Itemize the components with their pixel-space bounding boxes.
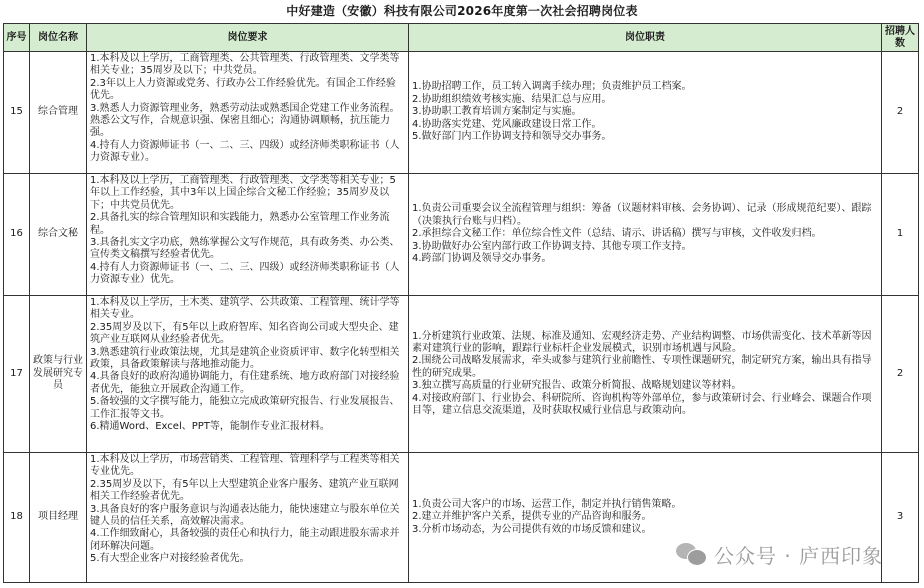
duty-item: 3.独立撰写高质量的行业研究报告、政策分析简报、战略规划建议等材料。 <box>412 380 742 392</box>
duty-item: 1.协助招聘工作，员工转入调离手续办理；负责维护员工档案。 <box>412 81 692 93</box>
row-requirements <box>87 453 409 583</box>
recruitment-table <box>3 23 919 583</box>
table-header-row <box>4 24 919 52</box>
requirement-item: 6.精通Word、Excel、PPT等，能制作专业汇报材料。 <box>90 421 330 433</box>
duty-item: 4.协助落实党建、党风廉政建设日常工作。 <box>412 118 602 130</box>
requirement-item: 2.35周岁及以下，有5年以上大型建筑企业客户服务、建筑产业互联网相关工作经验者优先。 <box>90 478 399 503</box>
requirement-item: 4.持有人力资源师证书（一、二、三、四级）或经济师类职称证书（人力资源专业）优先。 <box>90 261 400 286</box>
row-index: 18 <box>4 453 30 583</box>
document-title: 中好建造（安徽）科技有限公司2026年度第一次社会招聘岗位表 <box>286 4 638 18</box>
requirement-item: 4.具备良好的政府沟通协调能力，有住建系统、地方政府部门对接经验者优先，能独立开展政企沟通工作。 <box>90 371 400 395</box>
duty-item: 4.跨部门协调及领导交办事务。 <box>412 253 552 265</box>
row-requirements <box>87 296 409 453</box>
watermark <box>676 540 883 568</box>
header-index: 序号 <box>4 24 30 52</box>
row-duties <box>409 174 882 296</box>
duty-item: 2.建立并维护客户关系，提供专业的产品咨询和服务。 <box>412 511 652 523</box>
requirement-item: 3.具备扎实文字功底，熟练掌握公文写作规范，具有政务类、办公类、宣传类文稿撰写经验者优先。 <box>90 237 400 261</box>
requirement-item: 1.本科及以上学历，工商管理类、公共管理类、行政管理类、文学类等相关专业；35周岁及以下；中共党员。 <box>90 53 400 77</box>
requirement-item: 1.本科及以上学历，工商管理类、行政管理类、文学类等相关专业；5年以上工作经验，其中3年以上国企综合文秘工作经验；35周岁及以下；中共党员优先。 <box>90 175 396 211</box>
row-count: 2 <box>882 296 919 453</box>
row-requirements <box>87 174 409 296</box>
requirement-item: 5.有大型企业客户对接经验者优先。 <box>90 553 250 565</box>
requirement-item: 1.本科及以上学历，市场营销类、工程管理、管理科学与工程类等相关专业优先。 <box>90 454 400 478</box>
requirement-item: 1.本科及以上学历，土木类、建筑学、公共政策、工程管理、统计学等相关专业。 <box>90 297 400 321</box>
row-position: 项目经理 <box>30 453 87 583</box>
row-index: 16 <box>4 174 30 296</box>
duty-item: 2.承担综合文秘工作：单位综合性文件（总结、请示、讲话稿）撰写与审核，文件收发归档。 <box>412 228 822 240</box>
duty-item: 3.协助做好办公室内部行政工作协调支持、其他专项工作支持。 <box>412 240 692 252</box>
requirement-item: 2.35周岁及以下，有5年以上政府智库、知名咨询公司或大型央企、建筑产业互联网从业经验者优先。 <box>90 321 399 346</box>
duty-item: 1.负责公司大客户的市场、运营工作，制定并执行销售策略。 <box>412 498 682 510</box>
duty-item: 2.围绕公司战略发展需求，牵头或参与建筑行业前瞻性、专项性课题研究，制定研究方案，输出具有指导性的研究成果。 <box>412 355 872 379</box>
requirement-item: 2.3年以上人力资源或党务、行政办公工作经验优先。有国企工作经验优先。 <box>90 77 396 102</box>
table-row <box>4 52 919 174</box>
row-position: 综合文秘 <box>30 174 87 296</box>
row-count: 2 <box>882 52 919 174</box>
requirement-item: 3.熟悉人力资源管理业务，熟悉劳动法或熟悉国企党建工作业务流程。熟悉公文写作，合规意识强、保密且细心；沟通协调顺畅，抗压能力强。 <box>90 102 400 139</box>
requirement-item: 3.具备良好的客户服务意识与沟通表达能力，能快速建立与股东单位关键人员的信任关系，高效解决需求。 <box>90 503 400 528</box>
header-duties: 岗位职责 <box>409 24 882 52</box>
duty-item: 4.对接政府部门、行业协会、科研院所、咨询机构等外部单位，参与政策研讨会、行业峰会、课题合作项目等，建立信息交流渠道，及时获取权威行业信息与政策动向。 <box>412 392 872 417</box>
duty-item: 2.协助组织绩效考核实施、结果汇总与应用。 <box>412 93 612 105</box>
wechat-icon <box>676 541 706 567</box>
row-index: 17 <box>4 296 30 453</box>
table-row <box>4 174 919 296</box>
row-duties <box>409 296 882 453</box>
row-count: 3 <box>882 453 919 583</box>
duty-item: 5.做好部门内工作协调支持和领导交办事务。 <box>412 131 612 143</box>
requirement-item: 5.备较强的文字撰写能力，能独立完成政策研究报告、行业发展报告、工作汇报等文书。 <box>90 396 400 420</box>
duty-item: 1.负责公司重要会议全流程管理与组织：筹备（议题材料审核、会务协调）、记录（形成规范纪要）、跟踪（决策执行台账与归档）。 <box>412 203 872 227</box>
duty-item: 3.分析市场动态，为公司提供有效的市场反馈和建议。 <box>412 523 652 535</box>
header-position: 岗位名称 <box>30 24 87 52</box>
row-index: 15 <box>4 52 30 174</box>
duty-item: 3.协助职工教育培训方案制定与实施。 <box>412 106 582 118</box>
header-requirements: 岗位要求 <box>87 24 409 52</box>
requirement-item: 3.熟悉建筑行业政策法规，尤其是建筑企业资质评审、数字化转型相关政策，具备政策解读与落地推动能力。 <box>90 346 400 371</box>
duty-item: 1.分析建筑行业政策、法规、标准及通知、宏观经济走势、产业结构调整、市场供需变化、技术革新等因素对建筑行业的影响，跟踪行业标杆企业发展模式，识别市场机遇与风险。 <box>412 330 872 354</box>
requirement-item: 4.工作细致耐心，具备较强的责任心和执行力，能主动跟进股东需求并闭环解决问题。 <box>90 528 400 552</box>
watermark-text: 公众号 · 庐西印象 <box>714 543 884 568</box>
row-position: 综合管理 <box>30 52 87 174</box>
requirement-item: 4.持有人力资源师证书（一、二、三、四级）或经济师类职称证书（人力资源专业）。 <box>90 139 400 164</box>
row-position: 政策与行业发展研究专员 <box>30 296 87 453</box>
requirement-item: 2.具备扎实的综合管理知识和实践能力，熟悉办公室管理工作业务流程。 <box>90 212 390 236</box>
row-count: 1 <box>882 174 919 296</box>
table-row <box>4 296 919 453</box>
row-requirements <box>87 52 409 174</box>
row-duties <box>409 52 882 174</box>
header-count: 招聘人数 <box>882 24 919 52</box>
